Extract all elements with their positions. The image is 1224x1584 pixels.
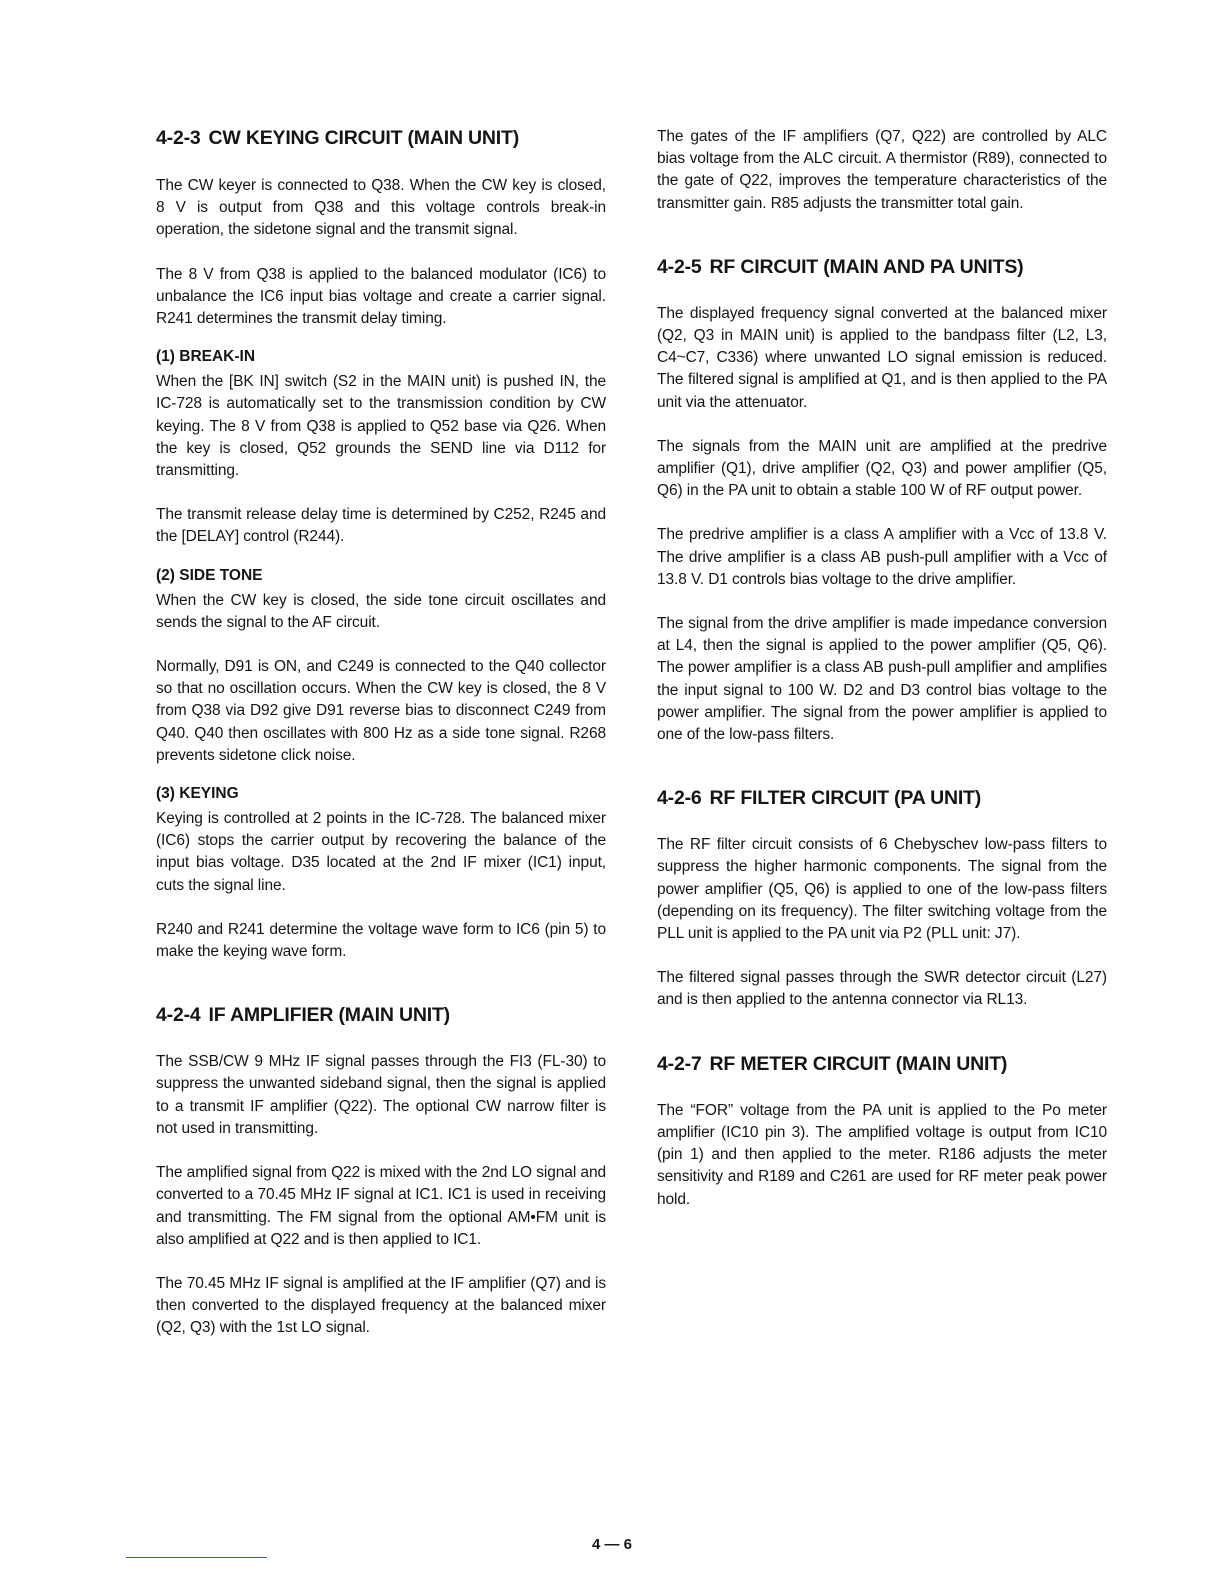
paragraph: The RF filter circuit consists of 6 Chebyschev low-pass filters to suppress the higher harmonic components. The signal from the power amplifier (Q5, Q6) is applied to one of the low-pass filters (depending on its frequency). The filter switching voltage from the PLL unit is applied to the PA unit via P2 (PLL unit: J7). xyxy=(657,836,1107,943)
section-title: IF AMPLIFIER (MAIN UNIT) xyxy=(208,1004,450,1027)
paragraph: The transmit release delay time is determined by C252, R245 and the [DELAY] control (R244). xyxy=(156,506,606,546)
section-number: 4-2-3 xyxy=(156,127,201,149)
paragraph: The amplified signal from Q22 is mixed with the 2nd LO signal and converted to a 70.45 MHz IF signal at IC1. IC1 is used in receiving and transmitting. The FM signal from the optional AM•FM unit is also amplified at Q22 and is then applied to IC1. xyxy=(156,1164,606,1248)
subheading-side-tone: (2) SIDE TONE xyxy=(156,566,263,584)
paragraph: The gates of the IF amplifiers (Q7, Q22) are controlled by ALC bias voltage from the ALC circuit. A thermistor (R89), connected to the gate of Q22, improves the temperature characteristics of the transmitter gain. R85 adjusts the transmitter total gain. xyxy=(657,128,1107,212)
paragraph: The SSB/CW 9 MHz IF signal passes through the FI3 (FL-30) to suppress the unwanted sideband signal, then the signal is applied to a transmit IF amplifier (Q22). The optional CW narrow filter is not used in transmitting. xyxy=(156,1053,606,1137)
paragraph: When the [BK IN] switch (S2 in the MAIN unit) is pushed IN, the IC-728 is automatically set to the transmission condition by CW keying. The 8 V from Q38 is applied to Q52 base via Q26. When the key is closed, Q52 grounds the SEND line via D112 for transmitting. xyxy=(156,373,606,480)
paragraph: The signals from the MAIN unit are amplified at the predrive amplifier (Q1), drive amplifier (Q2, Q3) and power amplifier (Q5, Q6) in the PA unit to obtain a stable 100 W of RF output power. xyxy=(657,437,1107,500)
paragraph: The 8 V from Q38 is applied to the balanced modulator (IC6) to unbalance the IC6 input bias voltage and create a carrier signal. R241 determines the transmit delay timing. xyxy=(156,265,606,328)
section-title: CW KEYING CIRCUIT (MAIN UNIT) xyxy=(208,127,520,149)
paragraph: The displayed frequency signal converted at the balanced mixer (Q2, Q3 in MAIN unit) is applied to the bandpass filter (L2, L3, C4~C7, C336) where unwanted LO signal emission is reduced. The filtered signal is amplified at Q1, and is then applied to the PA unit via the attenuator. xyxy=(657,304,1107,411)
paragraph: The “FOR” voltage from the PA unit is applied to the Po meter amplifier (IC10 pin 3). The amplified voltage is output from IC10 (pin 1) and then applied to the meter. R186 adjusts the meter sensitivity and R189 and C261 are used for RF meter peak power hold. xyxy=(657,1101,1107,1208)
section-heading-4-2-5 xyxy=(657,255,1107,279)
paragraph: The CW keyer is connected to Q38. When the CW key is closed, 8 V is output from Q38 and this voltage controls break-in operation, the sidetone signal and the transmit signal. xyxy=(156,177,606,239)
section-number: 4-2-5 xyxy=(657,255,702,278)
paragraph: The signal from the drive amplifier is made impedance conversion at L4, then the signal is applied to the power amplifier (Q5, Q6). The power amplifier is a class AB push-pull amplifier and amplifies the input signal to 100 W. D2 and D3 control bias voltage to the power amplifier. The signal from the power amplifier is applied to one of the low-pass filters. xyxy=(657,615,1107,744)
section-title: RF FILTER CIRCUIT (PA UNIT) xyxy=(709,787,982,810)
paragraph: The predrive amplifier is a class A amplifier with a Vcc of 13.8 V. The drive amplifier is a class AB push-pull amplifier with a Vcc of 13.8 V. D1 controls bias voltage to the drive amplifier. xyxy=(657,526,1107,588)
subheading-break-in: (1) BREAK-IN xyxy=(156,348,256,366)
paragraph: The 70.45 MHz IF signal is amplified at the IF amplifier (Q7) and is then converted to the displayed frequency at the balanced mixer (Q2, Q3) with the 1st LO signal. xyxy=(156,1274,606,1337)
section-number: 4-2-4 xyxy=(156,1004,201,1027)
page-number: 4 — 6 xyxy=(591,1536,633,1553)
paragraph: Normally, D91 is ON, and C249 is connected to the Q40 collector so that no oscillation occurs. When the CW key is closed, the 8 V from Q38 via D92 give D91 reverse bias to disconnect C249 from Q40. Q40 then oscillates with 800 Hz as a side tone signal. R268 prevents sidetone click noise. xyxy=(156,658,606,764)
section-number: 4-2-6 xyxy=(657,787,702,810)
paragraph: The filtered signal passes through the SWR detector circuit (L27) and is then applied to the antenna connector via RL13. xyxy=(657,969,1107,1009)
section-heading-4-2-6 xyxy=(657,786,1107,810)
paragraph: When the CW key is closed, the side tone circuit oscillates and sends the signal to the AF circuit. xyxy=(156,591,606,631)
section-number: 4-2-7 xyxy=(657,1052,702,1075)
section-title: RF CIRCUIT (MAIN AND PA UNITS) xyxy=(709,255,1024,278)
section-title: RF METER CIRCUIT (MAIN UNIT) xyxy=(709,1052,1008,1075)
left-column xyxy=(156,126,606,1340)
section-heading-4-2-7 xyxy=(657,1052,1107,1076)
footer-rule xyxy=(126,1557,267,1558)
subheading-keying: (3) KEYING xyxy=(156,785,239,803)
paragraph: Keying is controlled at 2 points in the IC-728. The balanced mixer (IC6) stops the carrier output by recovering the balance of the input bias voltage. D35 located at the 2nd IF mixer (IC1) input, cuts the signal line. xyxy=(156,810,606,894)
paragraph: R240 and R241 determine the voltage wave form to IC6 (pin 5) to make the keying wave form. xyxy=(156,920,606,961)
section-heading-4-2-4 xyxy=(156,1003,606,1027)
section-heading-4-2-3 xyxy=(156,126,606,150)
right-column xyxy=(657,126,1107,1211)
